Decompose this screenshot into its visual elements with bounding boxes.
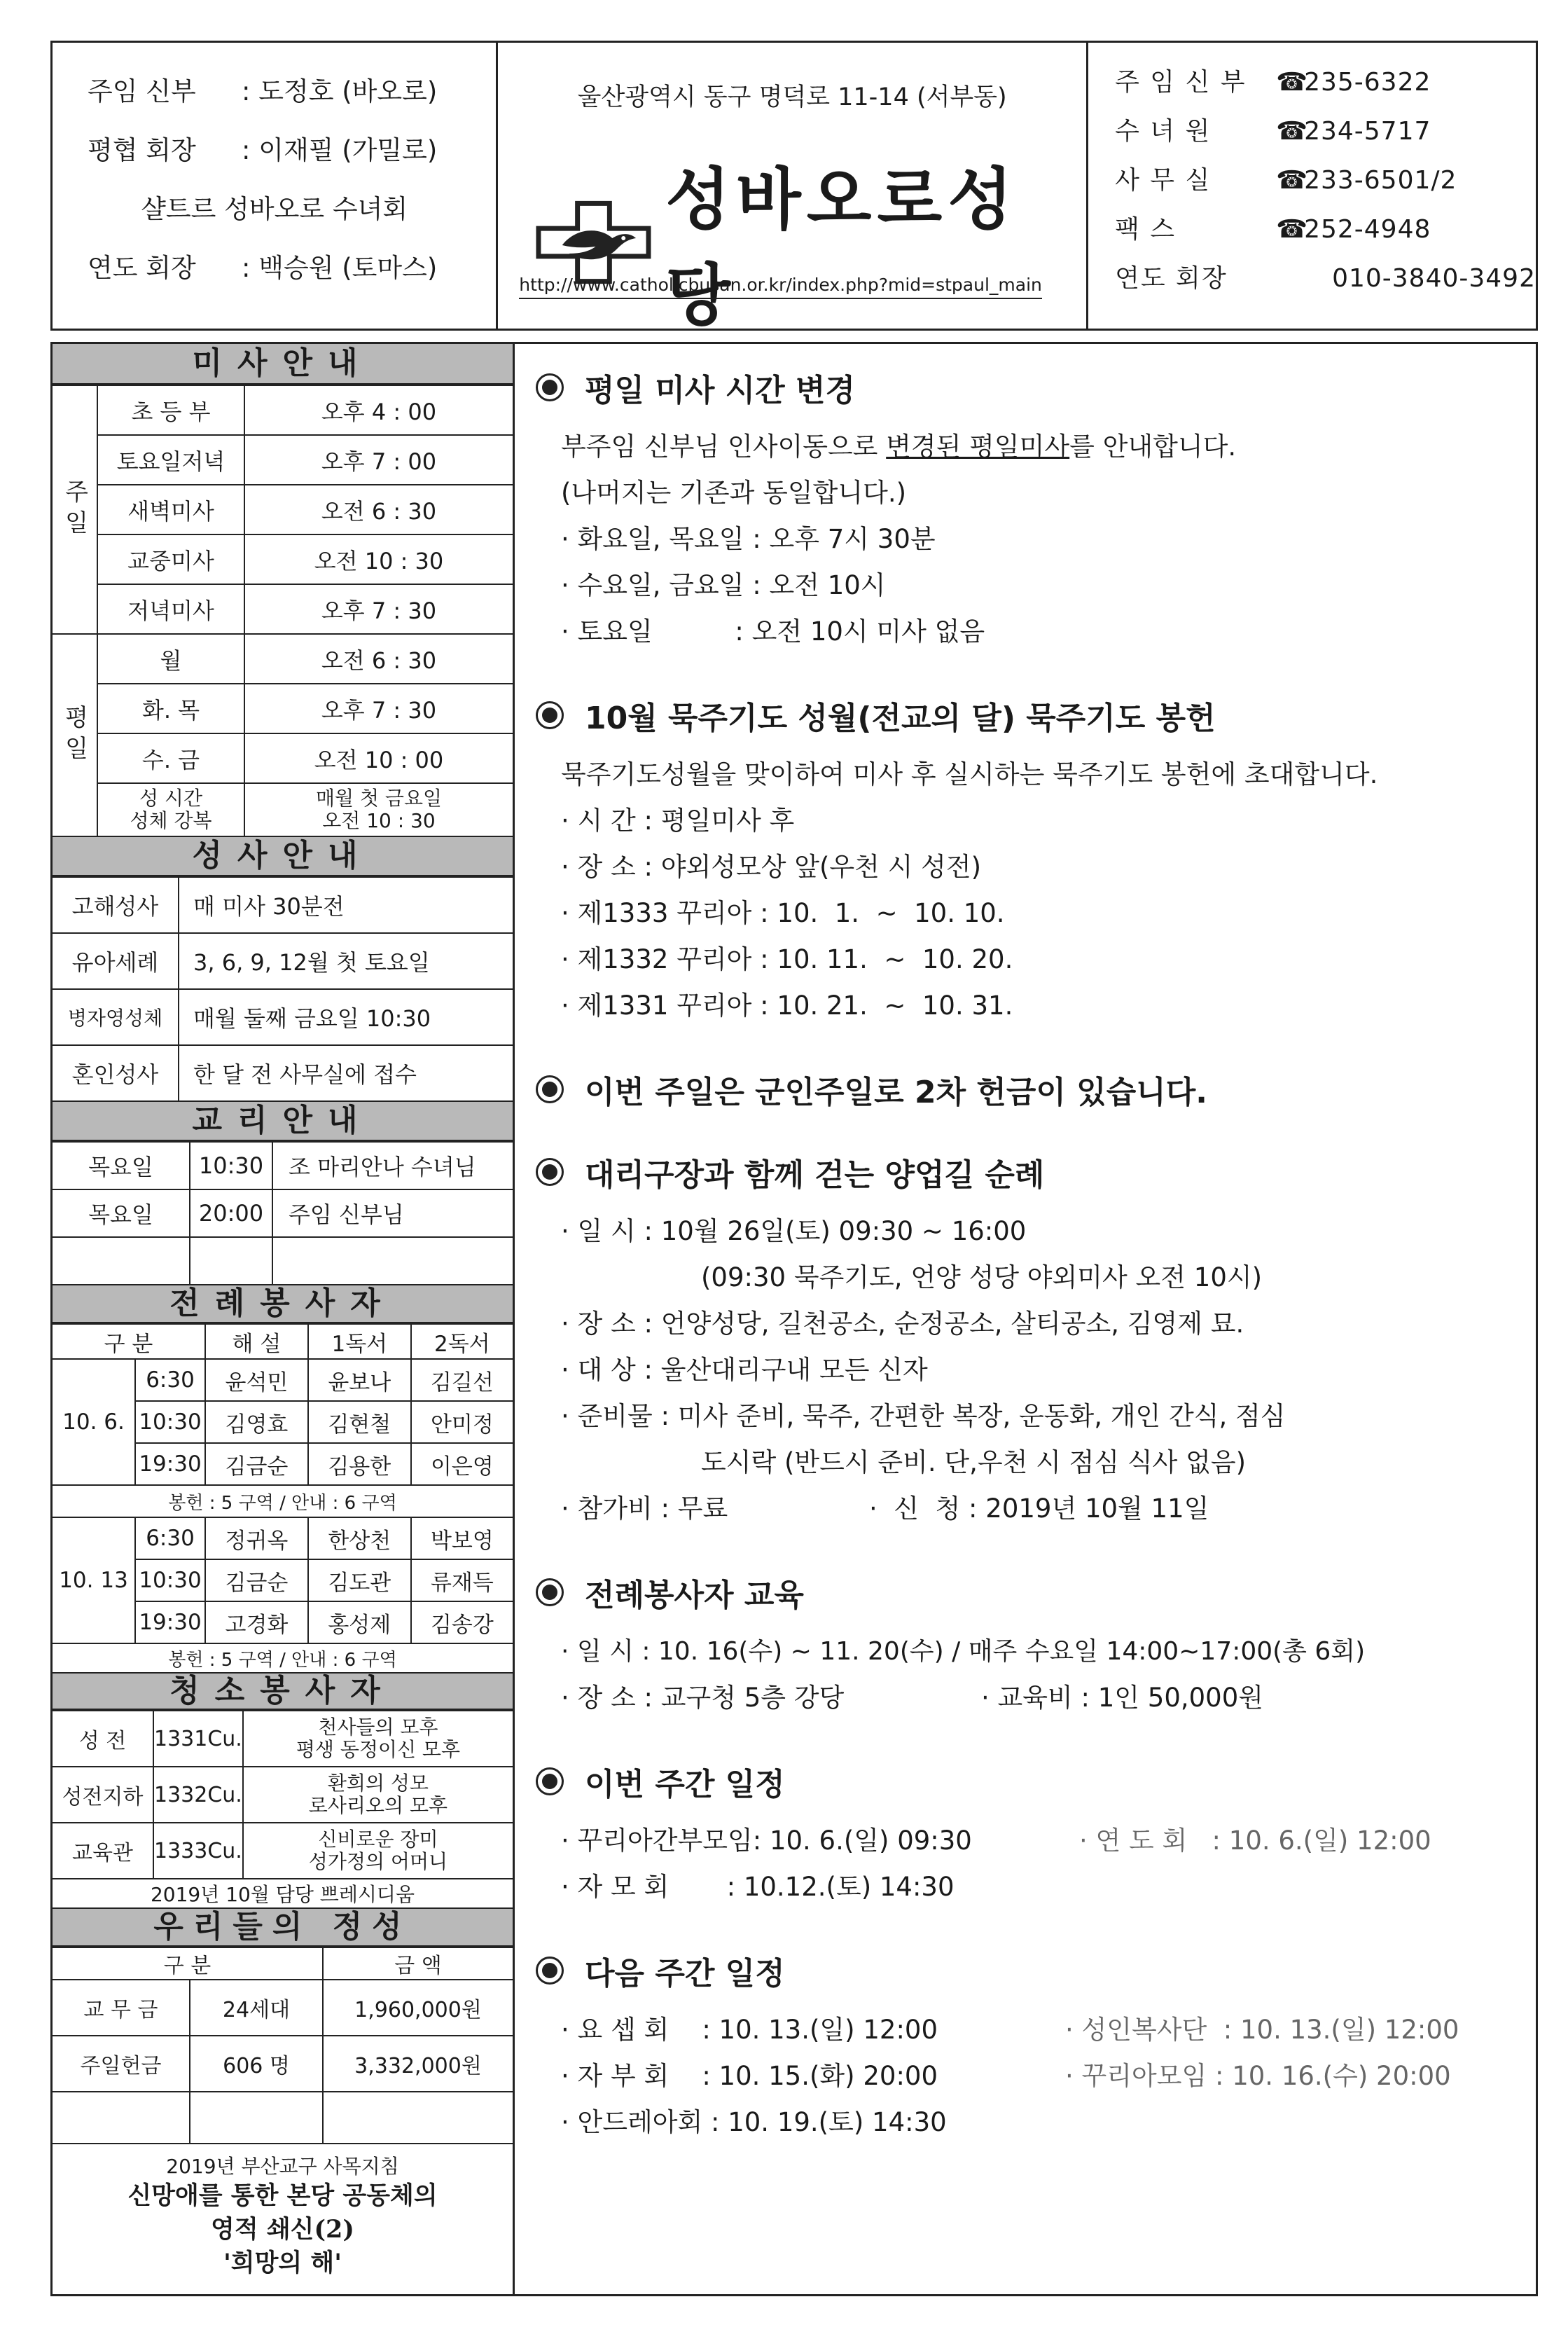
sacrament-value: 한 달 전 사무실에 접수: [179, 1045, 513, 1101]
doctrine-table: [53, 1141, 513, 1285]
liturgy-date: 10. 6.: [53, 1359, 135, 1485]
liturgy-reader-1: 김현철: [308, 1401, 411, 1443]
mass-time: 오전 6 : 30: [244, 485, 513, 534]
announcement-next-week: 다음 주간 일정 · 요 셉 회 : 10. 13.(일) 12:00 · 성인복사단 : 10. 13.(일) 12:00 · 자 부 회 : 10. 15.(화) 20:00 · 꾸리아모임 : 10. 16.(수) 20:00 · 안드레아회 : 10. 19.(토) 14:30: [536, 1948, 1530, 2146]
radio-bullet-icon: [536, 1158, 564, 1186]
sacraments-table: [53, 876, 513, 1102]
liturgy-time: 19:30: [135, 1601, 205, 1643]
contact-number: 233-6501/2: [1304, 166, 1457, 195]
offering-amount: 3,332,000원: [323, 2036, 513, 2092]
schedule-sidebar: [53, 344, 515, 2294]
liturgy-reader-2: 안미정: [411, 1401, 513, 1443]
phone-icon: ☎: [1276, 215, 1307, 244]
sacrament-name: 병자영성체: [53, 989, 179, 1045]
doctrine-section-title: 교리안내: [53, 1102, 513, 1141]
bulletin-header: [50, 41, 1538, 335]
cleaning-curia: 1333Cu.: [153, 1823, 243, 1879]
offering-name: 주일헌금: [53, 2036, 190, 2092]
contact-label: 사 무 실: [1115, 166, 1212, 195]
church-title-block: [498, 43, 1088, 335]
cleaning-place: 성전지하: [53, 1767, 153, 1823]
mass-time: 오후 7 : 30: [244, 584, 513, 634]
sisters-row: 샬트르 성바오로 수녀회: [141, 194, 408, 224]
liturgy-section-title: 전례봉사자: [53, 1285, 513, 1323]
mass-name: 초 등 부: [97, 385, 244, 435]
radio-bullet-icon: [536, 1767, 564, 1795]
liturgy-reader-2: 김송강: [411, 1601, 513, 1643]
sacrament-name: 혼인성사: [53, 1045, 179, 1101]
liturgy-reader-1: 한상천: [308, 1517, 411, 1559]
liturgy-reader-1: 윤보나: [308, 1359, 411, 1401]
mass-time: 오전 10 : 30: [244, 534, 513, 584]
mass-name: 수. 금: [97, 733, 244, 783]
cleaning-curia: 1331Cu.: [153, 1711, 243, 1767]
announcement-title: 10월 묵주기도 성월(전교의 달) 묵주기도 봉헌: [585, 701, 1216, 736]
liturgy-time: 6:30: [135, 1359, 205, 1401]
mass-name: 화. 목: [97, 684, 244, 733]
mass-name: 새벽미사: [97, 485, 244, 534]
radio-bullet-icon: [536, 1957, 564, 1985]
cleaning-place: 교육관: [53, 1823, 153, 1879]
liturgy-header: 구 분: [53, 1324, 205, 1359]
slogan-line: '희망의 해': [223, 2249, 342, 2277]
contact-row: [1115, 205, 1536, 254]
liturgy-date: 10. 13: [53, 1517, 135, 1643]
mass-section-title: 미사안내: [53, 344, 513, 385]
announcement-weekday-mass: 평일 미사 시간 변경 부주임 신부님 인사이동으로 변경된 평일미사를 안내합니다. (나머지는 기존과 동일합니다.) · 화요일, 목요일 : 오후 7시 30분 · 수요일, 금요일 : 오전 10시 · 토요일 : 오전 10시 미사 없음: [536, 365, 1530, 655]
doctrine-day: 목요일: [53, 1142, 190, 1189]
doctrine-teacher: 주임 신부님: [272, 1189, 513, 1237]
sacrament-value: 매 미사 30분전: [179, 877, 513, 933]
pastor-value: : 도정호 (바오로): [242, 76, 438, 106]
staff-info: [53, 43, 498, 329]
pastor-row: [88, 62, 496, 121]
cleaning-table: [53, 1710, 513, 1909]
church-logo: [534, 146, 1086, 338]
announcement-title: 다음 주간 일정: [585, 1956, 785, 1992]
liturgy-header: 해 설: [205, 1324, 308, 1359]
offering-header: 구 분: [53, 1947, 323, 1980]
mass-time: 오후 7 : 00: [244, 435, 513, 485]
mass-table: [53, 385, 513, 837]
bulletin-body: [50, 342, 1538, 2296]
liturgy-commentator: 김영효: [205, 1401, 308, 1443]
liturgy-reader-2: 박보영: [411, 1517, 513, 1559]
elder-value: : 백승원 (토마스): [242, 253, 438, 283]
contact-info: [1088, 43, 1536, 329]
mass-name: 월: [97, 634, 244, 684]
cleaning-praesidium: 환희의 성모 로사리오의 모후: [243, 1767, 513, 1823]
mass-name: 교중미사: [97, 534, 244, 584]
slogan-line: 2019년 부산교구 사목지침: [166, 2155, 399, 2178]
radio-bullet-icon: [536, 1075, 564, 1103]
liturgy-commentator: 김금순: [205, 1443, 308, 1485]
church-website-link[interactable]: http://www.catholicbusan.or.kr/index.php?mid=stpaul_main: [519, 275, 1042, 299]
announcement-title: 전례봉사자 교육: [585, 1578, 804, 1613]
sacraments-section-title: 성사안내: [53, 837, 513, 876]
mass-time: 오전 6 : 30: [244, 634, 513, 684]
phone-icon: ☎: [1276, 166, 1307, 195]
mass-name: 토요일저녁: [97, 435, 244, 485]
offering-name: 교 무 금: [53, 1980, 190, 2036]
contact-row: [1115, 58, 1536, 107]
contact-number: 010-3840-3492: [1332, 264, 1536, 293]
liturgy-commentator: 정귀옥: [205, 1517, 308, 1559]
pastoral-slogan: [53, 2151, 513, 2280]
weekday-label: 평일: [53, 634, 97, 836]
liturgy-reader-1: 김도관: [308, 1559, 411, 1601]
announcement-title: 대리구장과 함께 걷는 양업길 순례: [585, 1157, 1045, 1193]
announcements: [536, 365, 1530, 2183]
mass-name: 저녁미사: [97, 584, 244, 634]
liturgy-commentator: 고경화: [205, 1601, 308, 1643]
radio-bullet-icon: [536, 373, 564, 401]
doctrine-day: 목요일: [53, 1189, 190, 1237]
liturgy-commentator: 윤석민: [205, 1359, 308, 1401]
liturgy-reader-2: 이은영: [411, 1443, 513, 1485]
liturgy-time: 6:30: [135, 1517, 205, 1559]
liturgy-header: 1독서: [308, 1324, 411, 1359]
radio-bullet-icon: [536, 1578, 564, 1606]
mass-time: 오후 4 : 00: [244, 385, 513, 435]
sacrament-value: 매월 둘째 금요일 10:30: [179, 989, 513, 1045]
mass-time: 오전 10 : 00: [244, 733, 513, 783]
liturgy-time: 10:30: [135, 1401, 205, 1443]
liturgy-reader-2: 김길선: [411, 1359, 513, 1401]
contact-label: 수 녀 원: [1115, 117, 1212, 146]
doctrine-time: 10:30: [190, 1142, 272, 1189]
announcement-title: 이번 주일은 군인주일로 2차 헌금이 있습니다.: [585, 1075, 1207, 1110]
offering-section-title: 우리들의 정성: [53, 1909, 513, 1947]
cleaning-praesidium: 천사들의 모후 평생 동정이신 모후: [243, 1711, 513, 1767]
phone-icon: ☎: [1276, 117, 1307, 146]
announcement-title: 이번 주간 일정: [585, 1767, 785, 1802]
liturgy-reader-1: 김용한: [308, 1443, 411, 1485]
sacrament-name: 유아세례: [53, 933, 179, 989]
contact-row: [1115, 254, 1536, 303]
contact-number: 235-6322: [1304, 68, 1431, 97]
announcement-military-sunday: [536, 1067, 1530, 1112]
announcement-this-week: 이번 주간 일정 · 꾸리아간부모임: 10. 6.(일) 09:30 · 연 도 회 : 10. 6.(일) 12:00 · 자 모 회 : 10.12.(토) 14:30: [536, 1759, 1530, 1910]
cleaning-place: 성 전: [53, 1711, 153, 1767]
offering-table: [53, 1947, 513, 2144]
contact-number: 252-4948: [1304, 215, 1431, 244]
offering-count: 606 명: [190, 2036, 323, 2092]
contact-label: 주 임 신 부: [1115, 68, 1247, 97]
sunday-label: 주일: [53, 385, 97, 634]
doctrine-teacher: 조 마리안나 수녀님: [272, 1142, 513, 1189]
radio-bullet-icon: [536, 701, 564, 729]
church-address: 울산광역시 동구 명덕로 11-14 (서부동): [577, 83, 1007, 111]
phone-icon: ☎: [1276, 68, 1307, 97]
announcement-title: 평일 미사 시간 변경: [585, 373, 855, 408]
liturgy-time: 19:30: [135, 1443, 205, 1485]
liturgy-header: 2독서: [411, 1324, 513, 1359]
elder-row: [88, 239, 496, 298]
doctrine-time: 20:00: [190, 1189, 272, 1237]
liturgy-note: 봉헌 : 5 구역 / 안내 : 6 구역: [53, 1643, 513, 1673]
offering-count: 24세대: [190, 1980, 323, 2036]
announcement-rosary: 10월 묵주기도 성월(전교의 달) 묵주기도 봉헌 묵주기도성월을 맞이하여 미사 후 실시하는 묵주기도 봉헌에 초대합니다. · 시 간 : 평일미사 후 · 장 소 : 야외성모상 앞(우천 시 성전) · 제1333 꾸리아 : 10. 1. ~ 10. 10. · 제1332 꾸리아 : 10. 11. ~ 10. 20. · 제1331 꾸리아 : 10. 21. ~ 10. 31.: [536, 693, 1530, 1029]
adoration-name: 성 시간 성체 강복: [97, 783, 244, 836]
adoration-time: 매월 첫 금요일 오전 10 : 30: [244, 783, 513, 836]
announcement-pilgrimage: 대리구장과 함께 걷는 양업길 순례 · 일 시 : 10월 26일(토) 09:30 ~ 16:00 (09:30 묵주기도, 언양 성당 야외미사 오전 10시) · 장 소 : 언양성당, 길천공소, 순정공소, 살티공소, 김영제 묘. · 대 상 : 울산대리구내 모든 신자 · 준비물 : 미사 준비, 묵주, 간편한 복장, 운동화, 개인 간식, 점심 도시락 (반드시 준비. 단,우천 시 점심 식사 없음) · 참가비 : 무료 · 신 청 : 2019년 10월 11일: [536, 1150, 1530, 1532]
offering-header: 금 액: [323, 1947, 513, 1980]
announcement-liturgy-education: 전례봉사자 교육 · 일 시 : 10. 16(수) ~ 11. 20(수) / 매주 수요일 14:00~17:00(총 6회) · 장 소 : 교구청 5층 강당 · 교육비 : 1인 50,000원: [536, 1570, 1530, 1721]
cleaning-note: 2019년 10월 담당 쁘레시디움: [53, 1879, 513, 1908]
contact-row: [1115, 107, 1536, 156]
liturgy-table: [53, 1323, 513, 1674]
liturgy-commentator: 김금순: [205, 1559, 308, 1601]
offering-amount: 1,960,000원: [323, 1980, 513, 2036]
pastor-label: 주임 신부: [88, 76, 196, 106]
liturgy-time: 10:30: [135, 1559, 205, 1601]
cleaning-curia: 1332Cu.: [153, 1767, 243, 1823]
council-row: [88, 121, 496, 180]
dove-cross-icon: [534, 199, 653, 286]
council-label: 평협 회장: [88, 135, 196, 165]
sacrament-value: 3, 6, 9, 12월 첫 토요일: [179, 933, 513, 989]
liturgy-reader-1: 홍성제: [308, 1601, 411, 1643]
cleaning-section-title: 청소봉사자: [53, 1674, 513, 1710]
church-name: 성바오로성당: [665, 160, 1018, 335]
liturgy-reader-2: 류재득: [411, 1559, 513, 1601]
council-value: : 이재필 (가밀로): [242, 135, 438, 165]
slogan-line: 영적 쇄신(2): [211, 2215, 354, 2244]
slogan-line: 신망애를 통한 본당 공동체의: [127, 2181, 438, 2210]
contact-label: 팩 스: [1115, 215, 1177, 244]
mass-time: 오후 7 : 30: [244, 684, 513, 733]
contact-row: [1115, 156, 1536, 205]
cleaning-praesidium: 신비로운 장미 성가정의 어머니: [243, 1823, 513, 1879]
liturgy-note: 봉헌 : 5 구역 / 안내 : 6 구역: [53, 1485, 513, 1517]
sacrament-name: 고해성사: [53, 877, 179, 933]
contact-label: 연도 회장: [1115, 264, 1228, 293]
contact-number: 234-5717: [1304, 117, 1431, 146]
elder-label: 연도 회장: [88, 253, 196, 283]
